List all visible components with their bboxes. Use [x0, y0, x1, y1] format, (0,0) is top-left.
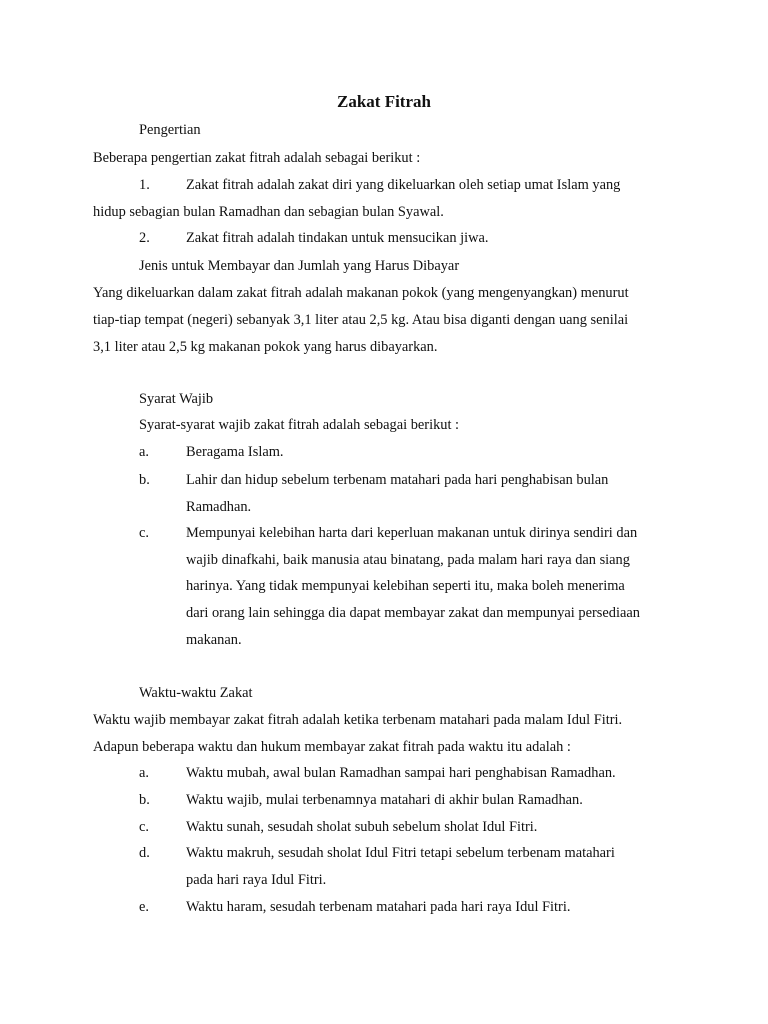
section-heading-waktu: Waktu-waktu Zakat: [139, 685, 253, 701]
list-item-line: Zakat fitrah adalah zakat diri yang dikeluarkan oleh setiap umat Islam yang: [186, 177, 621, 193]
list-item-line: wajib dinafkahi, baik manusia atau binatang, pada malam hari raya dan siang: [186, 552, 630, 568]
list-marker: a.: [139, 444, 149, 460]
list-item-line: Waktu sunah, sesudah sholat subuh sebelum sholat Idul Fitri.: [186, 819, 538, 835]
list-item-line: hidup sebagian bulan Ramadhan dan sebagian bulan Syawal.: [93, 204, 444, 220]
paragraph-line: 3,1 liter atau 2,5 kg makanan pokok yang harus dibayarkan.: [93, 339, 438, 355]
list-marker: c.: [139, 819, 149, 835]
list-item-line: pada hari raya Idul Fitri.: [186, 872, 327, 888]
paragraph-line: Yang dikeluarkan dalam zakat fitrah adalah makanan pokok (yang mengenyangkan) menurut: [93, 285, 629, 301]
list-item-line: Zakat fitrah adalah tindakan untuk mensucikan jiwa.: [186, 230, 489, 246]
paragraph-line: Syarat-syarat wajib zakat fitrah adalah sebagai berikut :: [139, 417, 460, 433]
list-marker: a.: [139, 765, 149, 781]
section-heading-pengertian: Pengertian: [139, 122, 201, 138]
list-marker: e.: [139, 899, 149, 915]
list-item-line: Waktu mubah, awal bulan Ramadhan sampai hari penghabisan Ramadhan.: [186, 765, 616, 781]
document-title: Zakat Fitrah: [337, 92, 431, 111]
list-marker: 2.: [139, 230, 150, 246]
list-marker: c.: [139, 525, 149, 541]
list-item-line: Waktu wajib, mulai terbenamnya matahari di akhir bulan Ramadhan.: [186, 792, 583, 808]
list-marker: 1.: [139, 177, 150, 193]
list-item-line: Waktu haram, sesudah terbenam matahari pada hari raya Idul Fitri.: [186, 899, 571, 915]
list-item-line: harinya. Yang tidak mempunyai kelebihan seperti itu, maka boleh menerima: [186, 578, 625, 594]
list-item-line: dari orang lain sehingga dia dapat membayar zakat dan mempunyai persediaan: [186, 605, 640, 621]
list-marker: b.: [139, 472, 150, 488]
list-marker: b.: [139, 792, 150, 808]
list-item-line: Ramadhan.: [186, 499, 252, 515]
section-heading-jenis: Jenis untuk Membayar dan Jumlah yang Harus Dibayar: [139, 258, 460, 274]
list-item-line: Beragama Islam.: [186, 444, 284, 460]
list-item-line: Mempunyai kelebihan harta dari keperluan makanan untuk dirinya sendiri dan: [186, 525, 638, 541]
list-marker: d.: [139, 845, 150, 861]
paragraph-line: Waktu wajib membayar zakat fitrah adalah ketika terbenam matahari pada malam Idul Fitri.: [93, 712, 623, 728]
list-item-line: makanan.: [186, 632, 242, 648]
section-heading-syarat: Syarat Wajib: [139, 391, 214, 407]
paragraph-line: Beberapa pengertian zakat fitrah adalah sebagai berikut :: [93, 150, 421, 166]
list-item-line: Lahir dan hidup sebelum terbenam matahari pada hari penghabisan bulan: [186, 472, 609, 488]
paragraph-line: Adapun beberapa waktu dan hukum membayar zakat fitrah pada waktu itu adalah :: [93, 739, 571, 755]
list-item-line: Waktu makruh, sesudah sholat Idul Fitri tetapi sebelum terbenam matahari: [186, 845, 615, 861]
paragraph-line: tiap-tiap tempat (negeri) sebanyak 3,1 liter atau 2,5 kg. Atau bisa diganti dengan uang senilai: [93, 312, 629, 328]
